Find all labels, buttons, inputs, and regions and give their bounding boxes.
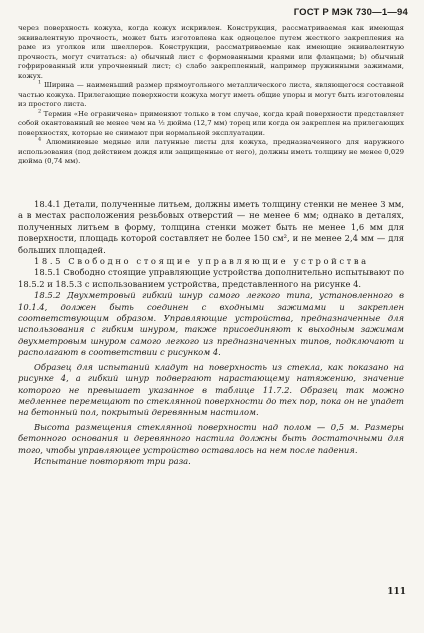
footnote-1-marker: 1 [38, 79, 42, 86]
footnote-1-text: Ширина — наименьший размер прямоугольного металлического листа, являющегося составной частью кожуха. Прилегающие поверхности кожуха могут иметь общие упоры и могут быть изготовлены из простого листа. [18, 81, 404, 108]
footnote-1 [18, 81, 404, 110]
document-header: ГОСТ Р МЭК 730—1—94 [293, 7, 408, 18]
footnotes-block [18, 24, 404, 167]
glass-height-paragraph: Высота размещения стеклянной поверхности над полом — 0,5 м. Размеры бетонного основания и деревянного настила должны быть достаточными для того, чтобы управляющее устройство оставалось на нем после падения. [18, 421, 404, 455]
footnote-4-text: Алюминиевые медные или латунные листы для кожуха, предназначенного для наружного использования (под действием дождя или защищенные от него), должны иметь толщину не менее 0,029 дюйма (0,74 мм). [18, 138, 404, 165]
clause-18-4-1: 18.4.1 Детали, полученные литьем, должны иметь толщину стенки не менее 3 мм, а в местах расположения резьбовых отверстий — не менее 6 мм; однако в деталях, полученных литьем в форму, толщина стенки может быть не менее 1,6 мм для поверхности, площадь которой составляет не более 150 см², и не менее 2,4 мм — для больших площадей. [18, 199, 404, 255]
section-heading-18-5: 18.5 Свободно стоящие управляющие устройства [34, 256, 369, 267]
page-number: 111 [387, 587, 406, 597]
footnote-4 [18, 138, 404, 167]
footnote-continuation: через поверхность кожуха, когда кожух искривлен. Конструкция, рассматриваемая как имеющая эквивалентную прочность, может быть изготовлена как одноцелое путем жесткого закрепления на раме из уголков или швеллеров. Конструкции, рассматриваемые как имеющие эквивалентную прочность, могут считаться: a) обычный лист с формованными краями или фланцами; b) обычный гофрированный или упрочненный лист; c) слабо закрепленный, например пружинными зажимами, кожух. [18, 24, 404, 80]
clause-18-5-1: 18.5.1 Свободно стоящие управляющие устройства дополнительно испытывают по 18.5.2 и 18.5.3 с использованием устройства, представленного на рисунке 4. [18, 267, 404, 289]
footnote-2 [18, 110, 404, 139]
clause-18-5-2: 18.5.2 Двухметровый гибкий шнур самого легкого типа, установленного в 10.1.4, должен быть соединен с входными зажимами и закреплен соответствующим образом. Управляющие устройства, предназначенные для использования с гибким шнуром, также присоединяют к выходным зажимам двухметровым шнуром самого легкого из предназначенных типов, подключают и располагают в соответствии с рисунком 4. [18, 290, 404, 358]
main-text [18, 199, 404, 467]
repeat-test-paragraph: Испытание повторяют три раза. [34, 455, 191, 466]
footnote-4-marker: 4 [38, 136, 42, 143]
footnote-2-text: Термин «Не ограничена» применяют только в том случае, когда край поверхности представляет собой окантованный не менее чем на ½ дюйма (12,7 мм) торец или когда он закреплен на прилегающих поверхностях, которые не снимают при нормальной эксплуатации. [18, 109, 404, 137]
test-sample-paragraph: Образец для испытаний кладут на поверхность из стекла, как показано на рисунке 4, а гибкий шнур подвергают нарастающему натяжению, значение которого не превышает указанное в таблице 11.7.2. Образец так можно медленнее перемещают по стеклянной поверхности до тех пор, пока он не упадет на бетонный пол, покрытый деревянным настилом. [18, 361, 404, 418]
footnote-2-marker: 2 [38, 108, 42, 115]
